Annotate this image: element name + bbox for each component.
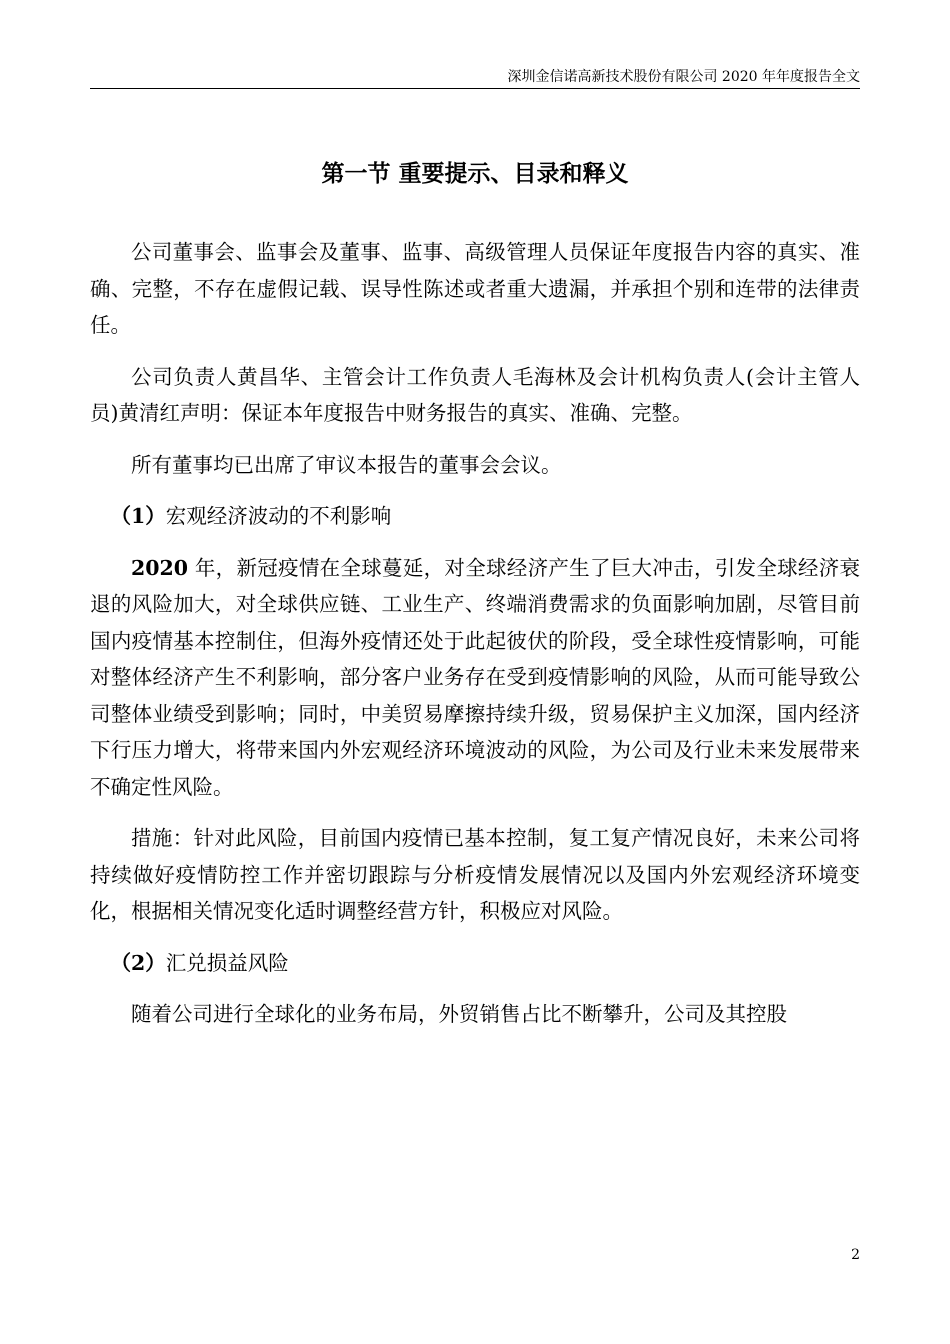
- document-body: [90, 234, 860, 1048]
- risk-heading-number: （2）: [110, 950, 166, 975]
- header-rule: [90, 88, 860, 89]
- risk-heading-fx: [90, 945, 860, 982]
- risk-heading-text: 汇兑损益风险: [165, 950, 289, 975]
- section-title: 第一节 重要提示、目录和释义: [321, 160, 629, 187]
- paragraph-attendance: 所有董事均已出席了审议本报告的董事会会议。: [131, 452, 562, 477]
- macro-risk-text: 年，新冠疫情在全球蔓延，对全球经济产生了巨大冲击，引发全球经济衰退的风险加大，对全球供应链、工业生产、终端消费需求的负面影响加剧，尽管目前国内疫情基本控制住，但海外疫情还处于此起彼伏的阶段，受全球性疫情影响，可能对整体经济产生不利影响，部分客户业务存在受到疫情影响的风险，从而可能导致公司整体业绩受到影响；同时，中美贸易摩擦持续升级，贸易保护主义加深，国内经济下行压力增大，将带来国内外宏观经济环境波动的风险，为公司及行业未来发展带来不确定性风险。: [90, 555, 860, 799]
- risk-heading-number: （1）: [110, 504, 166, 528]
- paragraph-macro-risk: [90, 550, 860, 806]
- paragraph-measures: 措施：针对此风险，目前国内疫情已基本控制，复工复产情况良好，未来公司将持续做好疫情防控工作并密切跟踪与分析疫情发展情况以及国内外宏观经济环境变化，根据相关情况变化适时调整经营方针，积极应对风险。: [90, 826, 860, 923]
- paragraph-fx-risk: 随着公司进行全球化的业务布局，外贸销售占比不断攀升，公司及其控股: [131, 1002, 787, 1026]
- paragraph-guarantee: 公司董事会、监事会及董事、监事、高级管理人员保证年度报告内容的真实、准确、完整，不存在虚假记载、误导性陈述或者重大遗漏，并承担个别和连带的法律责任。: [90, 240, 860, 337]
- running-header: 深圳金信诺高新技术股份有限公司 2020 年年度报告全文: [507, 69, 860, 85]
- risk-heading-macro: [90, 498, 860, 535]
- page-number: 2: [851, 1247, 860, 1263]
- paragraph-declaration: 公司负责人黄昌华、主管会计工作负责人毛海林及会计机构负责人(会计主管人员)黄清红声明：保证本年度报告中财务报告的真实、准确、完整。: [90, 364, 860, 425]
- risk-heading-text: 宏观经济波动的不利影响: [165, 504, 392, 528]
- year-text: 2020: [131, 555, 189, 580]
